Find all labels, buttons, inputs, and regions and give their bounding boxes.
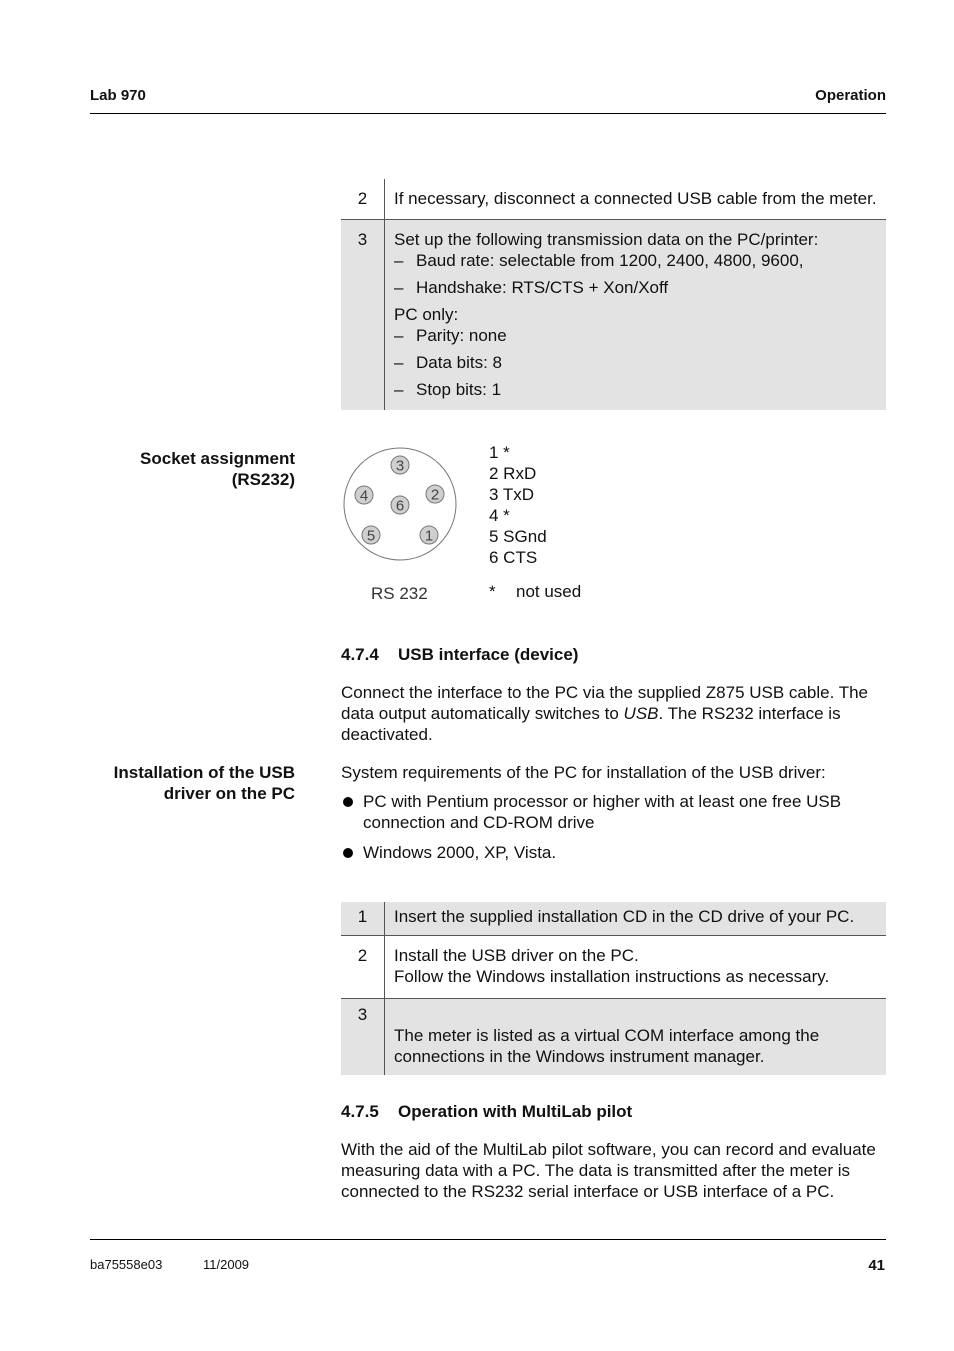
footer-doc-id: ba75558e03: [90, 1257, 163, 1272]
svg-text:2: 2: [430, 486, 440, 504]
header-left: Lab 970: [90, 87, 146, 104]
list-item: PC with Pentium processor or higher with at least one free USB connection and CD-ROM drive: [341, 791, 886, 833]
dash-item: – Baud rate: selectable from 1200, 2400, 4800, 9600,: [394, 250, 878, 271]
step-text: If necessary, disconnect a connected USB cable from the meter.: [394, 189, 877, 208]
socket-caption: RS 232: [371, 584, 428, 603]
footer-rule: [90, 1239, 886, 1240]
svg-text:5: 5: [366, 527, 376, 545]
section-heading-usb: 4.7.4 USB interface (device): [341, 645, 579, 664]
footnote-mark: *: [489, 582, 496, 601]
dash-item: – Parity: none: [394, 325, 878, 346]
steps-table-transmission: [341, 179, 886, 410]
dash-item: – Stop bits: 1: [394, 379, 878, 400]
pin-3: [391, 456, 409, 475]
step-row: [341, 902, 886, 936]
header-rule: [90, 113, 886, 114]
pin-assignment-list: [489, 442, 547, 568]
step-number: 3: [341, 220, 385, 411]
steps-table-usb-install: [341, 902, 886, 1075]
step-text: Install the USB driver on the PC. Follow the Windows installation instructions as necessary.: [385, 936, 887, 999]
step-row: [341, 936, 886, 999]
pin-assignment: 2 RxD: [489, 464, 537, 483]
svg-text:4: 4: [359, 487, 369, 505]
step-text: [385, 220, 887, 411]
rs232-socket-diagram: [340, 444, 464, 568]
step-number: 2: [341, 179, 385, 220]
step-row: [341, 999, 886, 1076]
usb-intro-paragraph: Connect the interface to the PC via the supplied Z875 USB cable. The data output automatically switches to USB. The RS232 interface is deactivated.: [341, 683, 868, 744]
step-intro: Set up the following transmission data on the PC/printer:: [394, 230, 819, 249]
pin-assignment: 3 TxD: [489, 485, 535, 504]
step-number: 3: [341, 999, 385, 1076]
page-number: 41: [868, 1257, 885, 1274]
section-heading-multilab: 4.7.5 Operation with MultiLab pilot: [341, 1102, 633, 1121]
footer-date: 11/2009: [203, 1257, 250, 1272]
step-text: The meter is listed as a virtual COM interface among the connections in the Windows instrument manager.: [385, 999, 887, 1076]
step-row: [341, 220, 886, 411]
dash-item: – Handshake: RTS/CTS + Xon/Xoff: [394, 277, 878, 298]
pin-6: [391, 496, 409, 515]
pin-assignment: 6 CTS: [489, 548, 538, 567]
pin-assignment: 4 *: [489, 506, 510, 525]
step-text: Insert the supplied installation CD in the CD drive of your PC.: [385, 902, 887, 936]
dash-item: – Data bits: 8: [394, 352, 878, 373]
step-number: 1: [341, 902, 385, 936]
pin-2: [426, 485, 444, 504]
step-row: [341, 179, 886, 220]
pin-assignment: 5 SGnd: [489, 527, 547, 546]
side-heading-socket: Socket assignment (RS232): [140, 449, 295, 489]
svg-text:3: 3: [395, 457, 405, 475]
pin-1: [420, 526, 438, 545]
pin-5: [362, 526, 380, 545]
footnote-text: not used: [516, 582, 582, 601]
svg-text:6: 6: [395, 497, 405, 515]
step-intro-pc: PC only:: [394, 305, 459, 324]
requirements-intro: System requirements of the PC for installation of the USB driver:: [341, 763, 826, 782]
multilab-paragraph: With the aid of the MultiLab pilot software, you can record and evaluate measuring data with a PC. The data is transmitted after the meter is connected to the RS232 serial interface or USB interface of a PC.: [341, 1140, 876, 1201]
requirements-list: [341, 791, 886, 863]
list-item: Windows 2000, XP, Vista.: [341, 842, 886, 863]
header-right: Operation: [815, 87, 886, 104]
pin-4: [355, 486, 373, 505]
pin-assignment: 1 *: [489, 443, 510, 462]
step-number: 2: [341, 936, 385, 999]
svg-text:1: 1: [424, 527, 434, 545]
side-heading-usb-driver: Installation of the USB driver on the PC: [113, 763, 295, 803]
